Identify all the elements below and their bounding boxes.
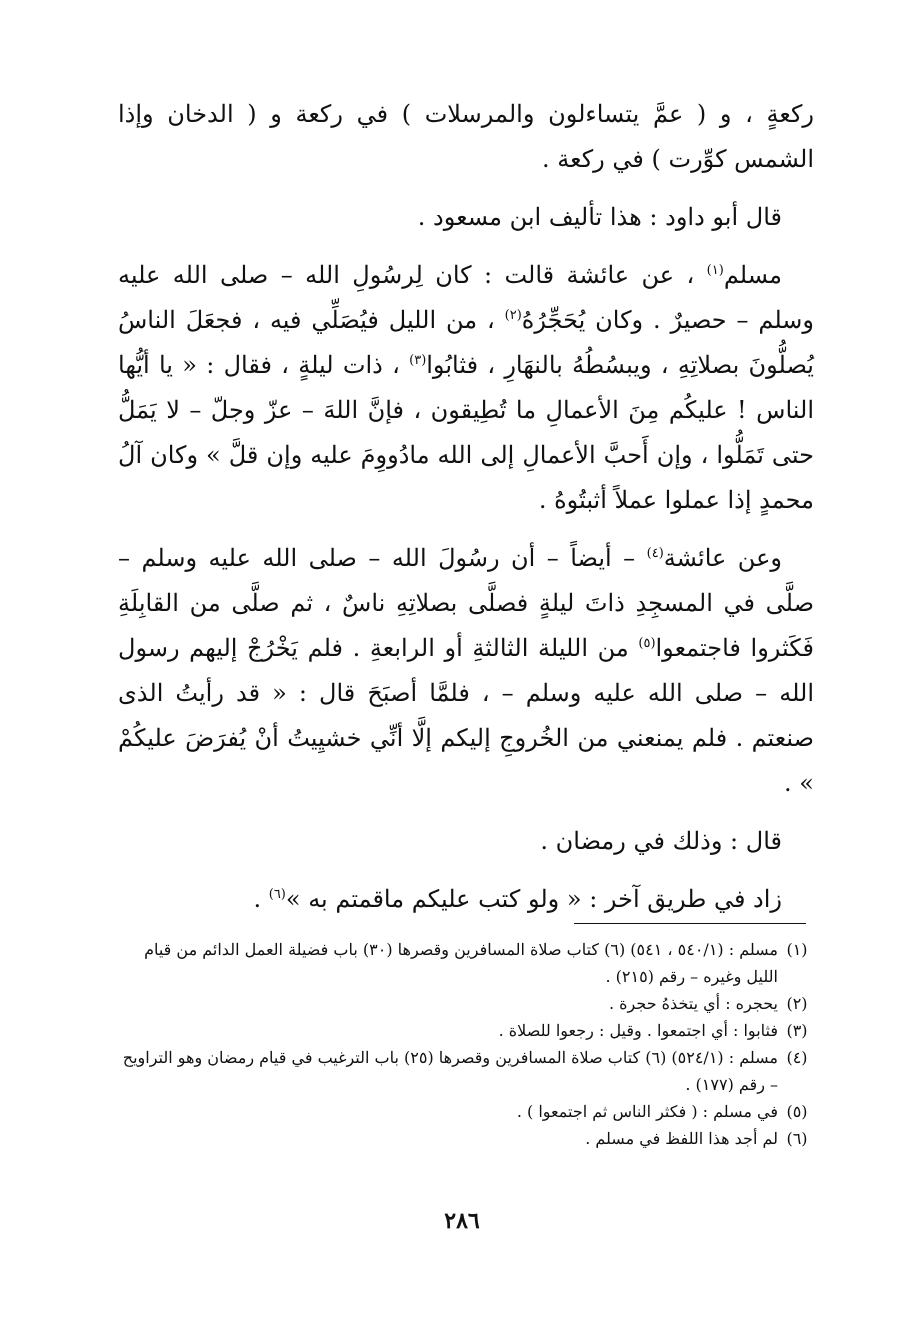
footnote-number: (٦) [786,1129,808,1148]
paragraph-4-text-c: من الليلة الثالثةِ أو الرابعةِ . فلم يَخْرُجْ إليهم رسول الله – صلى الله عليه وسلم – ، فلمَّا أصبَحَ قال : « قد رأيتُ الذى صنعتم . فلم يمنعني من الخُروجِ إليكم إلَّا أنِّي خشيِيتُ أنْ يُفرَضَ عليكُمْ » . [118,634,814,797]
paragraph-1-text: ركعةٍ ، و ( عمَّ يتساءلون والمرسلات ) في ركعة و ( الدخان وإذا الشمس كوِّرت ) في ركعة . [118,100,814,173]
paragraph-3-text-b: ، عن عائشة قالت : كان لِرسُولِ الله – صلى الله عليه وسلم – حصيرٌ . وكان يُحَجِّرُهُ [118,261,814,334]
footnote-text: مسلم : (٥٢٤/١) (٦) كتاب صلاة المسافرين وقصرها (٢٥) باب الترغيب في قيام رمضان وهو التراويح – رقم (١٧٧) . [122,1048,778,1094]
footnote-ref-6[interactable]: (٦) [268,887,286,902]
paragraph-3-text-c: ، من الليل فيُصَلِّي فيه ، فجعَلَ الناسُ يُصلُّونَ بصلاتِهِ ، ويبسُطُهُ بالنهَارِ ، فثابُوا [118,306,814,379]
paragraph-4-text-b: – أيضاً – أن رسُولَ الله – صلى الله عليه وسلم – صلَّى في المسجِدِ ذاتَ ليلةٍ فصلَّى بصلاتِهِ ناسٌ ، ثم صلَّى من القابِلَةِ فَكَثروا فاجتمعوا [118,544,814,662]
footnote-ref-2[interactable]: (٢) [504,308,522,323]
paragraph-6-text-b: . [253,885,269,913]
paragraph-3-text-d: ، ذات ليلةٍ ، فقال : « يا أيُّها الناس ! عليكُم مِنَ الأعمالِ ما تُطِيقون ، فإنَّ اللهَ – عزّ وجلّ – لا يَمَلُّ حتى تَمَلُّوا ، وإن أَحبَّ الأعمالِ إلى الله مادُووِمَ عليه وإن قلَّ » وكان آلُ محمدٍ إذا عملوا عملاً أثبتُوهُ . [118,351,814,514]
footnote-1 [116,936,816,990]
footnote-5 [116,1098,816,1125]
footnote-2 [116,990,816,1017]
footnote-separator [574,923,806,924]
paragraph-2 [118,195,814,240]
paragraph-4 [118,536,814,806]
paragraph-3-text-a: مسلم [723,261,782,289]
main-text [118,92,814,935]
footnote-ref-5[interactable]: (٥) [638,636,656,651]
footnotes [116,936,816,1152]
footnote-number: (٥) [786,1102,808,1121]
footnote-3 [116,1017,816,1044]
footnote-number: (٤) [786,1048,808,1067]
paragraph-6-text-a: زاد في طريق آخر : « ولو كتب عليكم ماقمتم به » [285,885,782,913]
footnote-text: يحجره : أي يتخذهُ حجرة . [608,994,778,1013]
paragraph-5 [118,819,814,864]
footnote-text: لم أجد هذا اللفظ في مسلم . [585,1129,778,1148]
footnote-number: (٣) [786,1021,808,1040]
footnote-number: (١) [786,940,808,959]
paragraph-2-text: قال أبو داود : هذا تأليف ابن مسعود . [417,203,782,231]
paragraph-3 [118,253,814,523]
footnote-6 [116,1125,816,1152]
footnote-ref-3[interactable]: (٣) [409,353,427,368]
paragraph-1 [118,92,814,182]
page-number: ٢٨٦ [444,1208,480,1234]
paragraph-5-text: قال : وذلك في رمضان . [540,827,782,855]
footnote-number: (٢) [786,994,808,1013]
footnote-4 [116,1044,816,1098]
footnote-text: في مسلم : ( فكثر الناس ثم اجتمعوا ) . [516,1102,778,1121]
footnote-text: فثابوا : أي اجتمعوا . وقيل : رجعوا للصلاة . [498,1021,778,1040]
footnote-ref-1[interactable]: (١) [706,263,724,278]
footnote-ref-4[interactable]: (٤) [646,546,664,561]
footnote-text: مسلم : (٥٤٠/١ ، ٥٤١) (٦) كتاب صلاة المسافرين وقصرها (٣٠) باب فضيلة العمل الدائم من قيام الليل وغيره – رقم (٢١٥) . [144,940,778,986]
paragraph-6 [118,877,814,922]
paragraph-4-text-a: وعن عائشة [663,544,782,572]
